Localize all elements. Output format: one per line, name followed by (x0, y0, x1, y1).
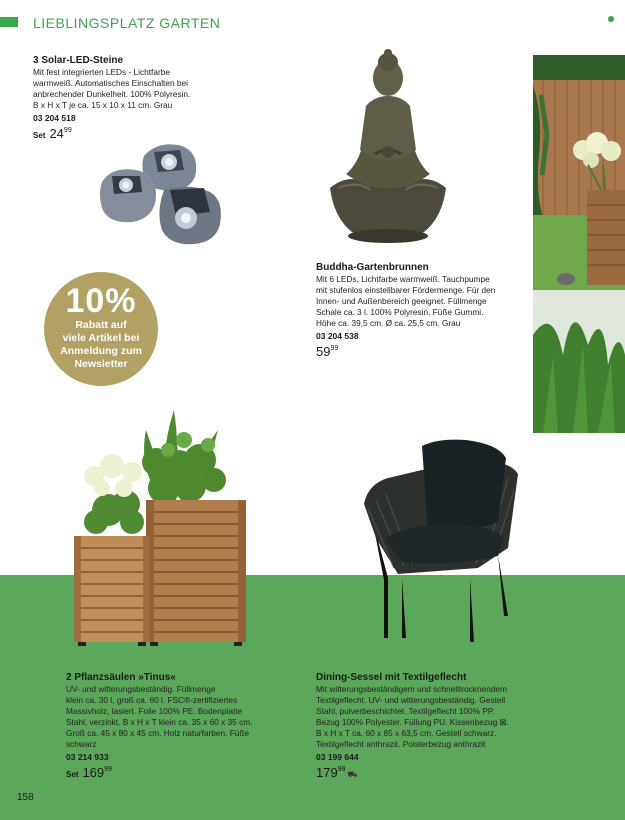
price-main: 59 (316, 344, 331, 359)
dining-chair-image (358, 438, 526, 656)
price (66, 765, 291, 780)
product-description: Mit 6 LEDs, Lichtfarbe warmweiß. Tauchpumpe mit stufenlos einstellbarer Fördermenge. Für den Innen- und Außenbereich geeignet. Füllmenge Schale ca. 3 l. 100% Polyresin. Füße Gummi. Höhe ca. 39,5 cm. Ø ca. 25,5 cm. Grau (316, 274, 496, 328)
product-description: UV- und witterungsbeständig. Füllmenge klein ca. 30 l, groß ca. 60 l. FSC®-zertifiziertes Massivholz, lasiert. Folie 100% PE. Bodenplatte Stahl, verzinkt. B x H x T klein ca. 35 x 60 x 35 cm. Groß ca. 45 x 80 x 45 cm. Holz naturfarben. Füße schwarz (66, 684, 253, 749)
price-cents: 99 (337, 766, 346, 773)
price-prefix: Set (66, 770, 79, 779)
delivery-icon: ⛟ (347, 770, 358, 779)
price-main: 24 (49, 126, 64, 141)
planter-columns-image (68, 400, 253, 648)
price-cents: 99 (330, 345, 339, 352)
solar-stones-image (98, 138, 228, 250)
price-cents: 99 (63, 127, 72, 134)
buddha-fountain-image (328, 48, 448, 246)
header-dot (608, 16, 614, 22)
item-number: 03 214 933 (66, 752, 109, 762)
page-number: 158 (17, 792, 34, 803)
item-number: 03 204 518 (33, 113, 76, 123)
product-description: Mit witterungsbeständigem und schnelltrocknendem Textilgeflecht. UV- und witterungsbeständig. Gestell Stahl, pulverbeschichtet. Textilgeflecht 100% PP. Bezug 100% Polyester. Füllung PU. Kissenbezug ⊠. B x H x T ca. 60 x 85 x 63,5 cm. Gestell schwarz. Textilgeflecht anthrazit. Polsterbezug anthrazit (316, 684, 509, 749)
product-name: Dining-Sessel mit Textilgeflecht (316, 672, 467, 683)
price-prefix: Set (33, 131, 46, 140)
price (316, 765, 531, 780)
section-title: LIEBLINGSPLATZ GARTEN (33, 15, 221, 31)
product-name: 3 Solar-LED-Steine (33, 55, 124, 66)
discount-percent: 10% (65, 282, 137, 320)
product-solar-stones (33, 55, 253, 141)
header-accent-bar (0, 17, 18, 27)
product-dining-chair (316, 672, 531, 780)
garden-photo (533, 55, 625, 433)
product-name: 2 Pflanzsäulen »Tinus« (66, 672, 176, 683)
product-description: Mit fest integrierten LEDs - Lichtfarbe warmweiß. Automatisches Einschalten bei anbrechender Dunkelheit. 100% Polyresin. B x H x T je ca. 15 x 10 x 11 cm. Grau (33, 67, 191, 110)
discount-text: Rabatt auf viele Artikel bei Anmeldung zum Newsletter (60, 319, 142, 370)
price-main: 169 (82, 765, 105, 780)
newsletter-discount-badge (44, 272, 158, 386)
price-cents: 99 (104, 766, 112, 773)
product-planter-columns (66, 672, 291, 780)
item-number: 03 199 644 (316, 752, 359, 762)
price (316, 344, 521, 359)
product-name: Buddha-Gartenbrunnen (316, 262, 429, 273)
price-main: 179 (316, 765, 338, 780)
product-buddha-fountain (316, 262, 521, 359)
item-number: 03 204 538 (316, 331, 359, 341)
